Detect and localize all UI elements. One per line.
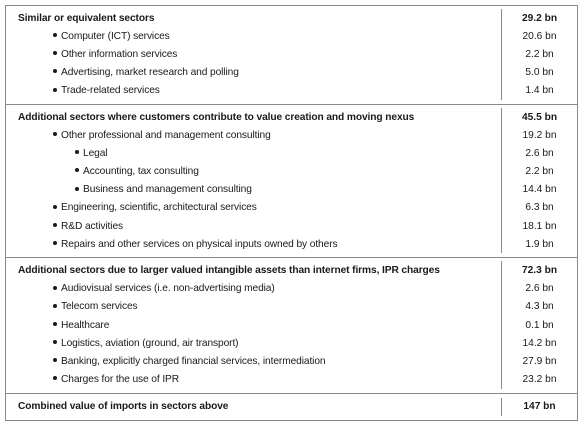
row-label-cell — [6, 184, 501, 195]
row-label-cell — [6, 130, 501, 141]
row-label: Telecom services — [61, 301, 138, 313]
table-row — [6, 45, 577, 63]
table-row — [6, 144, 577, 162]
row-label: R&D activities — [61, 220, 124, 232]
row-label: Charges for the use of IPR — [61, 374, 180, 386]
section-header-label: Additional sectors due to larger valued intangible assets than internet firms, IPR charges — [18, 265, 440, 277]
row-value: 2.6 bn — [501, 144, 577, 162]
row-label: Business and management consulting — [83, 184, 252, 196]
table-section — [6, 394, 577, 420]
row-label: Audiovisual services (i.e. non-advertising media) — [61, 283, 275, 295]
bullet-icon — [53, 33, 57, 37]
bullet-icon — [53, 51, 57, 55]
table-row — [6, 126, 577, 144]
section-header-label: Similar or equivalent sectors — [18, 12, 155, 24]
table-row — [6, 27, 577, 45]
table-row — [6, 371, 577, 389]
row-value: 19.2 bn — [501, 126, 577, 144]
bullet-icon — [53, 286, 57, 290]
row-label-cell — [6, 202, 501, 213]
table-row — [6, 334, 577, 352]
row-label-cell — [6, 67, 501, 78]
bullet-icon — [75, 168, 79, 172]
bullet-icon — [53, 223, 57, 227]
bullet-icon — [53, 205, 57, 209]
bullet-icon — [53, 376, 57, 380]
row-label: Computer (ICT) services — [61, 30, 170, 42]
row-label-cell — [6, 166, 501, 177]
row-value: 1.4 bn — [501, 82, 577, 100]
row-label: Accounting, tax consulting — [83, 166, 199, 178]
row-label-cell — [6, 221, 501, 232]
section-total-value: 147 bn — [501, 398, 577, 416]
table-row — [6, 316, 577, 334]
row-label-cell — [6, 31, 501, 42]
bullet-icon — [53, 322, 57, 326]
bullet-icon — [53, 69, 57, 73]
row-label: Banking, explicitly charged financial services, intermediation — [61, 355, 326, 367]
bullet-icon — [53, 340, 57, 344]
table-section — [6, 105, 577, 259]
row-value: 4.3 bn — [501, 298, 577, 316]
row-value: 14.4 bn — [501, 181, 577, 199]
table-row — [6, 217, 577, 235]
row-label: Engineering, scientific, architectural services — [61, 202, 257, 214]
table-section — [6, 258, 577, 393]
row-value: 18.1 bn — [501, 217, 577, 235]
row-label-cell — [6, 148, 501, 159]
table-row — [6, 64, 577, 82]
section-header-label: Combined value of imports in sectors above — [18, 401, 229, 413]
bullet-icon — [53, 304, 57, 308]
bullet-icon — [53, 132, 57, 136]
row-label-cell — [6, 320, 501, 331]
table-section — [6, 6, 577, 105]
table-row — [6, 199, 577, 217]
bullet-icon — [53, 358, 57, 362]
row-label-cell — [6, 239, 501, 250]
row-label-cell — [6, 301, 501, 312]
row-label: Trade-related services — [61, 85, 160, 97]
row-label-cell — [6, 338, 501, 349]
table-row — [6, 163, 577, 181]
section-total-value: 72.3 bn — [501, 261, 577, 279]
bullet-icon — [53, 241, 57, 245]
row-label-cell — [6, 374, 501, 385]
row-label-cell — [6, 356, 501, 367]
row-label-cell — [6, 49, 501, 60]
table-row — [6, 352, 577, 370]
row-label: Other professional and management consulting — [61, 129, 271, 141]
row-value: 1.9 bn — [501, 235, 577, 253]
row-value: 20.6 bn — [501, 27, 577, 45]
table-row — [6, 235, 577, 253]
row-label: Repairs and other services on physical inputs owned by others — [61, 238, 338, 250]
table-row — [6, 298, 577, 316]
row-value: 27.9 bn — [501, 352, 577, 370]
row-value: 14.2 bn — [501, 334, 577, 352]
row-value: 23.2 bn — [501, 371, 577, 389]
row-label-cell — [6, 283, 501, 294]
row-value: 2.2 bn — [501, 45, 577, 63]
row-value: 0.1 bn — [501, 316, 577, 334]
bullet-icon — [75, 187, 79, 191]
section-header-row — [6, 108, 577, 126]
bullet-icon — [53, 88, 57, 92]
row-label: Healthcare — [61, 319, 110, 331]
row-label: Logistics, aviation (ground, air transport) — [61, 337, 239, 349]
row-value: 6.3 bn — [501, 199, 577, 217]
section-header-row — [6, 9, 577, 27]
section-total-value: 29.2 bn — [501, 9, 577, 27]
table-row — [6, 181, 577, 199]
table-row — [6, 82, 577, 100]
bullet-icon — [75, 150, 79, 154]
section-header-row — [6, 398, 577, 416]
section-header-label: Additional sectors where customers contribute to value creation and moving nexus — [18, 111, 415, 123]
imports-table — [5, 5, 578, 421]
row-value: 2.6 bn — [501, 280, 577, 298]
table-row — [6, 280, 577, 298]
section-header-row — [6, 261, 577, 279]
row-label-cell — [6, 85, 501, 96]
row-value: 2.2 bn — [501, 163, 577, 181]
row-label: Other information services — [61, 48, 178, 60]
section-total-value: 45.5 bn — [501, 108, 577, 126]
row-label: Advertising, market research and polling — [61, 67, 239, 79]
row-value: 5.0 bn — [501, 64, 577, 82]
row-label: Legal — [83, 147, 108, 159]
